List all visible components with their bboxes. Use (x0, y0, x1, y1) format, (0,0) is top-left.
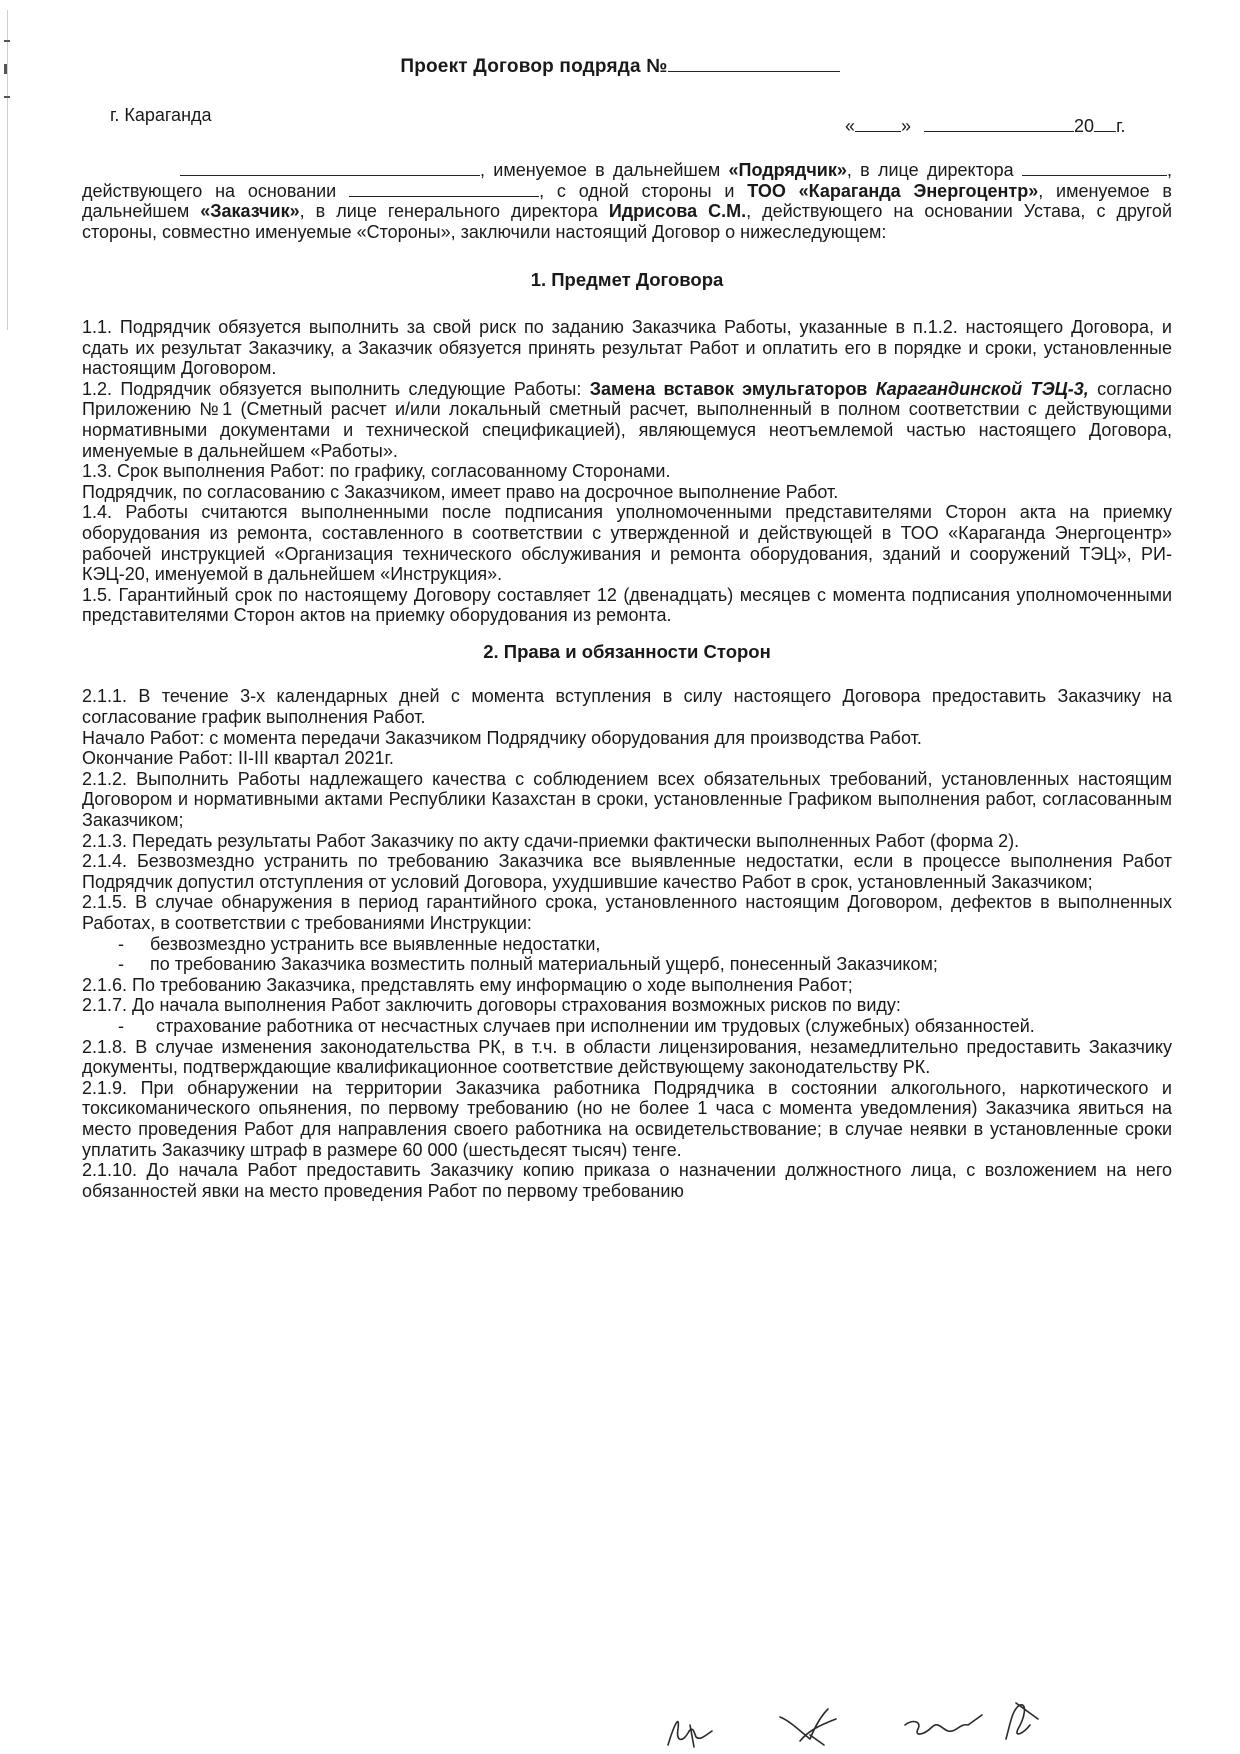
list-item (82, 1016, 1172, 1037)
section-2-heading: 2. Права и обязанности Сторон (483, 640, 771, 662)
clause-2-1-6: 2.1.6. По требованию Заказчика, представлять ему информацию о ходе выполнения Работ; (82, 974, 853, 995)
customer-company-name: ТОО «Караганда Энергоцентр» (747, 180, 1039, 201)
date-quote-open: « (845, 116, 856, 136)
clause-2-1-4: 2.1.4. Безвозмездно устранить по требованию Заказчика все выявленные недостатки, если в процессе выполнения Работ Подрядчик допустил отступления от условий Договора, ухудшившие качество Работ в срок, установленный Заказчиком; (82, 851, 1172, 892)
list-item-text: по требованию Заказчика возместить полный материальный ущерб, понесенный Заказчиком; (150, 954, 938, 975)
director-name: Идрисова С.М. (608, 201, 747, 222)
customer-term: «Заказчик» (200, 201, 300, 222)
dash-bullet: - (118, 1015, 124, 1036)
clause-2-1-5: 2.1.5. В случае обнаружения в период гарантийного срока, установленного настоящим Договором, дефектов в выполненных Работах, в соответствии с требованиями Инструкции: (82, 892, 1172, 933)
preamble-text: , именуемое в дальнейшем (480, 160, 729, 180)
preamble-text: , именуемое в дальнейшем (82, 180, 1172, 222)
list-item-text: безвозмездно устранить все выявленные недостатки, (150, 933, 601, 954)
city-label: г. Караганда (110, 105, 212, 125)
handwritten-signatures (660, 1695, 1180, 1753)
clause-text: 1.2. Подрядчик обязуется выполнить следующие Работы: (82, 378, 590, 399)
scan-mark (4, 40, 10, 42)
clause-1-3: 1.3. Срок выполнения Работ: по графику, согласованному Сторонами. (82, 461, 671, 482)
section-1-heading: 1. Предмет Договора (530, 269, 724, 291)
date-year-prefix: 20 (1074, 116, 1095, 136)
basis-blank (349, 182, 539, 197)
list-item (82, 934, 1172, 955)
clause-2-1-3: 2.1.3. Передать результаты Работ Заказчику по акту сдачи-приемки фактически выполненных Работ (форма 2). (82, 830, 1020, 851)
document-body (82, 160, 1172, 1201)
signature-3 (905, 1715, 982, 1734)
preamble-text: , действующего на основании (82, 160, 1172, 201)
signature-2 (780, 1709, 836, 1745)
clause-2-1-2: 2.1.2. Выполнить Работы надлежащего качества с соблюдением всех обязательных требований, установленных настоящим Договором и нормативными актами Республики Казахстан в сроки, установленные Графиком выполнения работ, согласованным Заказчиком; (82, 768, 1172, 831)
works-name: Замена вставок эмульгаторов (589, 378, 876, 399)
clause-text: согласно Приложению №1 (Сметный расчет и/или локальный сметный расчет, выполненный в полном соответствии с действующими нормативными документами и технической спецификацией), являющемуся неотъемлемой частью настоящего Договора, именуемые в дальнейшем «Работы». (82, 378, 1172, 461)
date-day-blank (855, 116, 901, 132)
dash-bullet: - (118, 933, 124, 954)
preamble-text: , в лице директора (846, 160, 1022, 180)
contract-number-blank (668, 55, 840, 72)
dash-bullet: - (118, 954, 124, 975)
scan-mark (4, 96, 10, 98)
signature-4 (1006, 1703, 1038, 1739)
clause-2-1-10: 2.1.10. До начала Работ предоставить Заказчику копию приказа о назначении должностного лица, с возложением на него обязанностей явки на место проведения Работ по первому требованию (82, 1160, 1172, 1201)
document-title (0, 55, 1240, 78)
contractor-name-blank (180, 161, 480, 176)
preamble-text: , в лице генерального директора (299, 201, 609, 222)
clause-1-5: 1.5. Гарантийный срок по настоящему Договору составляет 12 (двенадцать) месяцев с момента подписания уполномоченными представителями Сторон актов на приемку оборудования из ремонта. (82, 584, 1172, 626)
signature-1 (668, 1722, 712, 1747)
clause-1-2 (82, 379, 1172, 461)
preamble (82, 160, 1172, 242)
preamble-text: , действующего на основании Устава, с другой стороны, совместно именуемые «Стороны», заключили настоящий Договор о нижеследующем: (82, 201, 1173, 242)
title-text: Проект Договор подряда № (400, 56, 668, 77)
works-start: Начало Работ: с момента передачи Заказчиком Подрядчику оборудования для производства Работ. (82, 727, 922, 748)
scan-margin-marks (4, 40, 14, 320)
contractor-term: «Подрядчик» (728, 160, 847, 180)
clause-2-1-8: 2.1.8. В случае изменения законодательства РК, в т.ч. в области лицензирования, незамедлительно предоставить Заказчику документы, подтверждающие квалификационное соответствие действующему законодательству РК. (82, 1036, 1172, 1078)
list-item (82, 954, 1172, 975)
clause-2-1-1: 2.1.1. В течение 3-х календарных дней с момента вступления в силу настоящего Договора предоставить Заказчику на согласование график выполнения Работ. (82, 686, 1172, 728)
works-end: Окончание Работ: II-III квартал 2021г. (82, 748, 394, 769)
date-year-blank (1094, 116, 1116, 132)
clause-2-1-7: 2.1.7. До начала выполнения Работ заключить договоры страхования возможных рисков по виду: (82, 995, 901, 1016)
director-name-blank (1022, 161, 1167, 176)
clause-1-4: 1.4. Работы считаются выполненными после подписания уполномоченными представителями Сторон акта на приемку оборудования из ремонта, составленного в соответствии с утвержденной и действующей в ТОО «Караганда Энергоцентр» рабочей инструкцией «Организация технического обслуживания и ремонта оборудования, зданий и сооружений ТЭЦ», РИ-КЭЦ-20, именуемой в дальнейшем «Инструкция». (82, 502, 1172, 585)
date-year-suffix: г. (1116, 116, 1126, 136)
clause-1-3-note: Подрядчик, по согласованию с Заказчиком, имеет право на досрочное выполнение Работ. (82, 481, 839, 502)
clause-1-1: 1.1. Подрядчик обязуется выполнить за свой риск по заданию Заказчика Работы, указанные в п.1.2. настоящего Договора, и сдать их результат Заказчику, а Заказчик обязуется принять результат Работ и оплатить его в порядке и сроки, установленные настоящим Договором. (82, 316, 1172, 379)
plant-name: Карагандинской ТЭЦ-3, (875, 378, 1089, 399)
clause-2-1-9: 2.1.9. При обнаружении на территории Заказчика работника Подрядчика в состоянии алкогольного, наркотического и токсикоманического опьянения, по первому требованию (но не более 1 часа с момента уведомления) Заказчика явиться на место проведения Работ для направления своего работника на освидетельствование; в случае неявки в установленные сроки уплатить Заказчику штраф в размере 60 000 (шестьдесят тысяч) тенге. (82, 1077, 1172, 1160)
contract-date (845, 116, 1125, 137)
list-item-text: страхование работника от несчастных случаев при исполнении им трудовых (служебных) обязанностей. (156, 1015, 1035, 1036)
preamble-text: , с одной стороны и (539, 180, 748, 201)
date-quote-close: » (901, 116, 912, 136)
date-month-blank (924, 116, 1074, 132)
